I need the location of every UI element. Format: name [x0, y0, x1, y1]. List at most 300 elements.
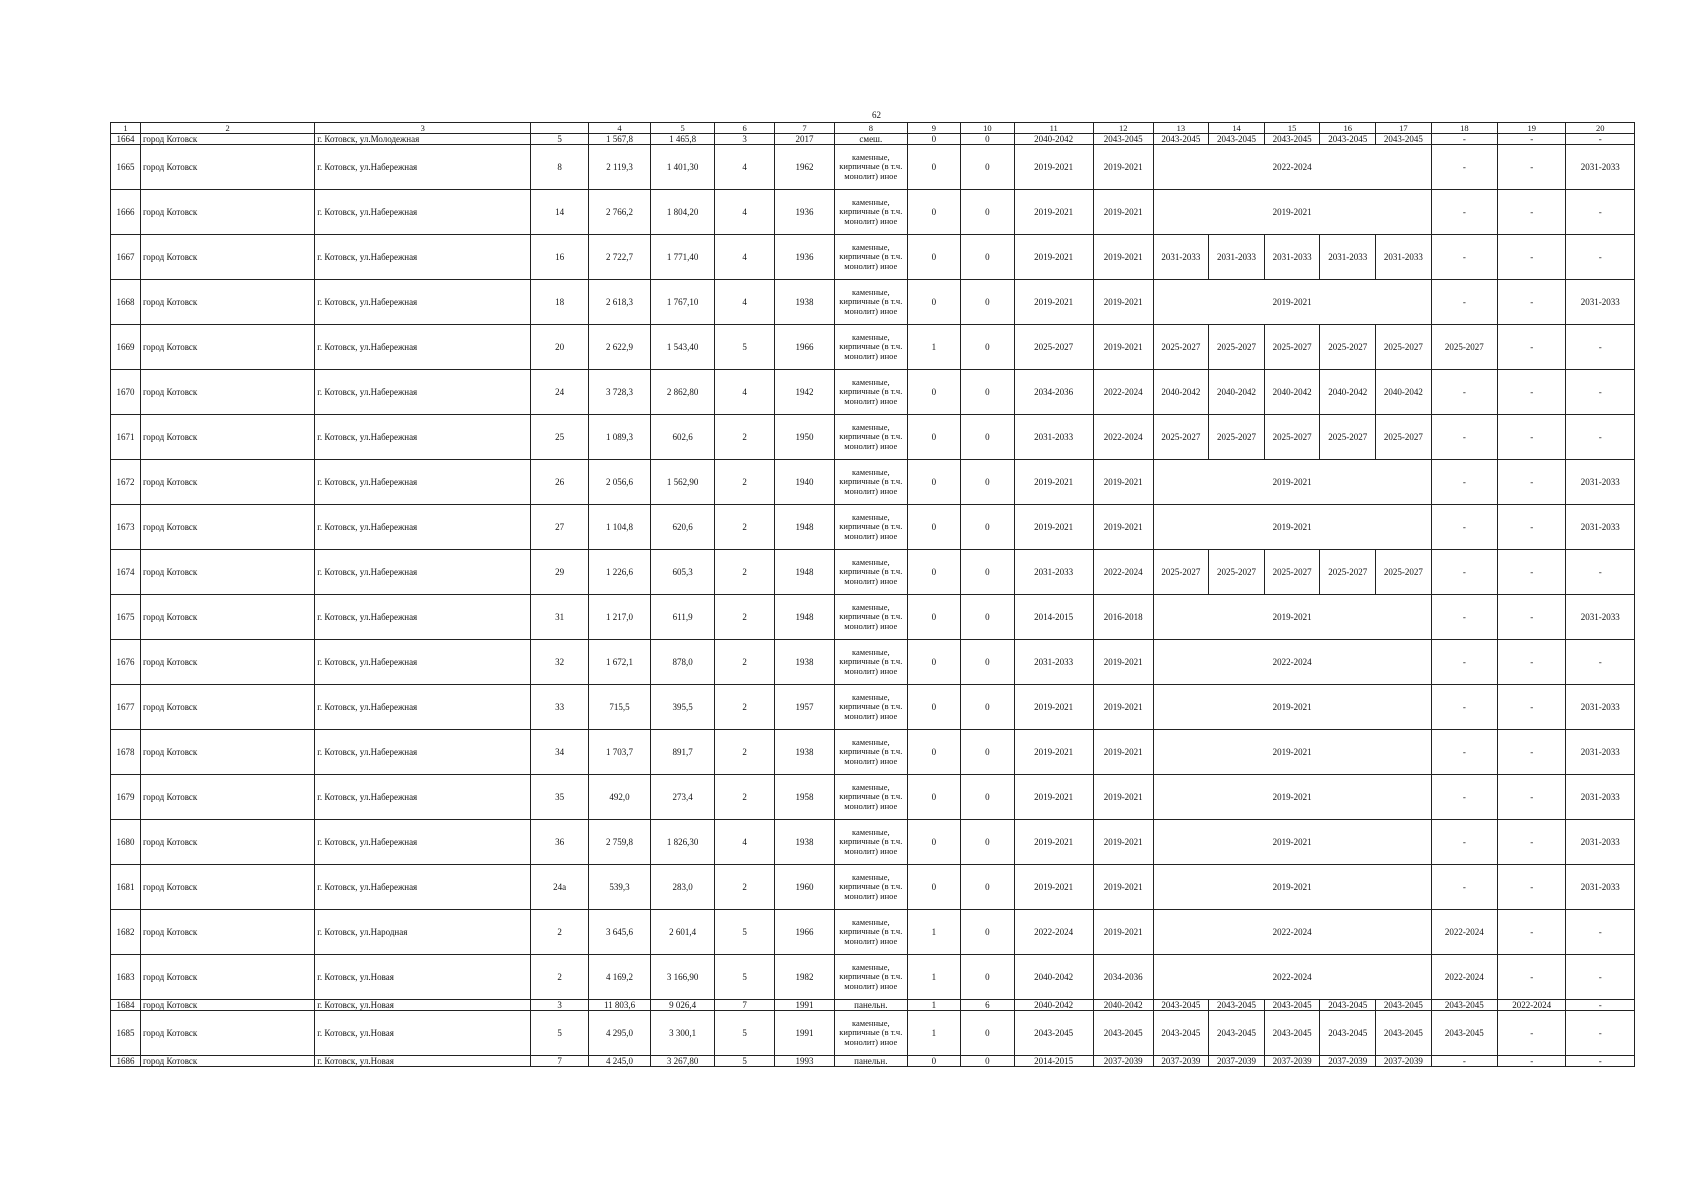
column-number: 5	[651, 123, 715, 134]
col-12-cell: 2019-2021	[1093, 190, 1153, 235]
col-11-cell: 2019-2021	[1014, 730, 1093, 775]
house-number-cell: 35	[531, 775, 589, 820]
year-built-cell: 2017	[775, 134, 835, 145]
table-row	[111, 640, 1635, 685]
col-20-cell: -	[1566, 1000, 1635, 1011]
col-9-cell: 0	[907, 415, 960, 460]
col-9-cell: 1	[907, 955, 960, 1000]
address-cell: г. Котовск, ул.Набережная	[315, 505, 531, 550]
year-built-cell: 1991	[775, 1011, 835, 1056]
table-row	[111, 325, 1635, 370]
column-number: 3	[315, 123, 531, 134]
house-number-cell: 3	[531, 1000, 589, 1011]
col-10-cell: 0	[961, 640, 1014, 685]
house-number-cell: 5	[531, 1011, 589, 1056]
wall-material-cell: каменные, кирпичные (в т.ч. монолит) иное	[834, 325, 907, 370]
total-area-cell: 1 104,8	[589, 505, 651, 550]
col-20-cell: 2031-2033	[1566, 280, 1635, 325]
col-20-cell: 2031-2033	[1566, 460, 1635, 505]
col-10-cell: 0	[961, 1011, 1014, 1056]
col-12-cell: 2019-2021	[1093, 910, 1153, 955]
col-12-cell: 2019-2021	[1093, 280, 1153, 325]
settlement-cell: город Котовск	[140, 730, 314, 775]
col-18-cell: -	[1431, 865, 1497, 910]
col-12-cell: 2022-2024	[1093, 415, 1153, 460]
work-period-cell-16: 2043-2045	[1320, 1000, 1376, 1011]
year-built-cell: 1940	[775, 460, 835, 505]
address-cell: г. Котовск, ул.Новая	[315, 1011, 531, 1056]
wall-material-cell: каменные, кирпичные (в т.ч. монолит) иное	[834, 460, 907, 505]
settlement-cell: город Котовск	[140, 460, 314, 505]
merged-period-cell: 2019-2021	[1153, 280, 1431, 325]
column-number: 9	[907, 123, 960, 134]
merged-period-cell: 2019-2021	[1153, 730, 1431, 775]
address-cell: г. Котовск, ул.Набережная	[315, 415, 531, 460]
row-number: 1680	[111, 820, 141, 865]
col-19-cell: -	[1497, 910, 1565, 955]
col-10-cell: 0	[961, 235, 1014, 280]
work-period-cell-14: 2040-2042	[1209, 370, 1265, 415]
wall-material-cell: каменные, кирпичные (в т.ч. монолит) иное	[834, 910, 907, 955]
living-area-cell: 1 465,8	[651, 134, 715, 145]
column-number: 6	[715, 123, 775, 134]
col-12-cell: 2019-2021	[1093, 685, 1153, 730]
living-area-cell: 1 771,40	[651, 235, 715, 280]
year-built-cell: 1958	[775, 775, 835, 820]
col-12-cell: 2019-2021	[1093, 145, 1153, 190]
col-11-cell: 2019-2021	[1014, 190, 1093, 235]
col-20-cell: 2031-2033	[1566, 505, 1635, 550]
floors-cell: 4	[715, 370, 775, 415]
work-period-cell-13: 2043-2045	[1153, 1000, 1209, 1011]
table-row	[111, 505, 1635, 550]
year-built-cell: 1950	[775, 415, 835, 460]
col-10-cell: 0	[961, 460, 1014, 505]
settlement-cell: город Котовск	[140, 190, 314, 235]
table-row	[111, 730, 1635, 775]
settlement-cell: город Котовск	[140, 595, 314, 640]
col-12-cell: 2016-2018	[1093, 595, 1153, 640]
col-9-cell: 0	[907, 820, 960, 865]
col-9-cell: 0	[907, 280, 960, 325]
row-number: 1678	[111, 730, 141, 775]
column-number: 10	[961, 123, 1014, 134]
house-number-cell: 32	[531, 640, 589, 685]
col-19-cell: 2022-2024	[1497, 1000, 1565, 1011]
house-number-cell: 5	[531, 134, 589, 145]
house-number-cell: 18	[531, 280, 589, 325]
wall-material-cell: каменные, кирпичные (в т.ч. монолит) иное	[834, 235, 907, 280]
col-11-cell: 2031-2033	[1014, 415, 1093, 460]
living-area-cell: 1 543,40	[651, 325, 715, 370]
floors-cell: 2	[715, 730, 775, 775]
floors-cell: 2	[715, 595, 775, 640]
house-number-cell: 24а	[531, 865, 589, 910]
address-cell: г. Котовск, ул.Набережная	[315, 235, 531, 280]
col-18-cell: -	[1431, 640, 1497, 685]
wall-material-cell: каменные, кирпичные (в т.ч. монолит) иное	[834, 685, 907, 730]
col-12-cell: 2022-2024	[1093, 550, 1153, 595]
wall-material-cell: каменные, кирпичные (в т.ч. монолит) иное	[834, 1011, 907, 1056]
total-area-cell: 2 056,6	[589, 460, 651, 505]
house-number-cell: 20	[531, 325, 589, 370]
living-area-cell: 9 026,4	[651, 1000, 715, 1011]
col-9-cell: 1	[907, 325, 960, 370]
floors-cell: 2	[715, 505, 775, 550]
living-area-cell: 395,5	[651, 685, 715, 730]
col-11-cell: 2019-2021	[1014, 775, 1093, 820]
col-9-cell: 0	[907, 685, 960, 730]
col-9-cell: 0	[907, 190, 960, 235]
col-11-cell: 2019-2021	[1014, 235, 1093, 280]
row-number: 1677	[111, 685, 141, 730]
row-number: 1664	[111, 134, 141, 145]
row-number: 1666	[111, 190, 141, 235]
col-18-cell: -	[1431, 775, 1497, 820]
floors-cell: 5	[715, 325, 775, 370]
address-cell: г. Котовск, ул.Набережная	[315, 145, 531, 190]
column-number	[531, 123, 589, 134]
work-period-cell-13: 2040-2042	[1153, 370, 1209, 415]
col-19-cell: -	[1497, 775, 1565, 820]
settlement-cell: город Котовск	[140, 1000, 314, 1011]
col-10-cell: 0	[961, 865, 1014, 910]
col-10-cell: 0	[961, 370, 1014, 415]
row-number: 1676	[111, 640, 141, 685]
total-area-cell: 1 703,7	[589, 730, 651, 775]
col-10-cell: 0	[961, 550, 1014, 595]
col-18-cell: 2022-2024	[1431, 955, 1497, 1000]
year-built-cell: 1948	[775, 550, 835, 595]
col-9-cell: 1	[907, 1000, 960, 1011]
col-18-cell: -	[1431, 145, 1497, 190]
column-number: 11	[1014, 123, 1093, 134]
work-period-cell-16: 2025-2027	[1320, 550, 1376, 595]
row-number: 1668	[111, 280, 141, 325]
col-19-cell: -	[1497, 145, 1565, 190]
work-period-cell-14: 2043-2045	[1209, 1000, 1265, 1011]
merged-period-cell: 2022-2024	[1153, 640, 1431, 685]
merged-period-cell: 2019-2021	[1153, 775, 1431, 820]
year-built-cell: 1938	[775, 730, 835, 775]
col-9-cell: 0	[907, 595, 960, 640]
col-10-cell: 0	[961, 730, 1014, 775]
address-cell: г. Котовск, ул.Набережная	[315, 460, 531, 505]
row-number: 1667	[111, 235, 141, 280]
settlement-cell: город Котовск	[140, 505, 314, 550]
living-area-cell: 283,0	[651, 865, 715, 910]
table-row	[111, 460, 1635, 505]
col-11-cell: 2019-2021	[1014, 685, 1093, 730]
living-area-cell: 891,7	[651, 730, 715, 775]
table-row	[111, 820, 1635, 865]
total-area-cell: 2 618,3	[589, 280, 651, 325]
col-19-cell: -	[1497, 325, 1565, 370]
col-18-cell: -	[1431, 685, 1497, 730]
col-11-cell: 2022-2024	[1014, 910, 1093, 955]
settlement-cell: город Котовск	[140, 820, 314, 865]
col-18-cell: -	[1431, 550, 1497, 595]
table-row	[111, 865, 1635, 910]
address-cell: г. Котовск, ул.Набережная	[315, 325, 531, 370]
col-12-cell: 2019-2021	[1093, 640, 1153, 685]
total-area-cell: 4 169,2	[589, 955, 651, 1000]
year-built-cell: 1962	[775, 145, 835, 190]
col-19-cell: -	[1497, 415, 1565, 460]
address-cell: г. Котовск, ул.Молодежная	[315, 134, 531, 145]
col-11-cell: 2019-2021	[1014, 820, 1093, 865]
living-area-cell: 1 804,20	[651, 190, 715, 235]
col-10-cell: 0	[961, 415, 1014, 460]
address-cell: г. Котовск, ул.Набережная	[315, 280, 531, 325]
col-12-cell: 2043-2045	[1093, 134, 1153, 145]
year-built-cell: 1936	[775, 190, 835, 235]
living-area-cell: 3 300,1	[651, 1011, 715, 1056]
work-period-cell-14: 2025-2027	[1209, 550, 1265, 595]
col-11-cell: 2040-2042	[1014, 1000, 1093, 1011]
col-19-cell: -	[1497, 730, 1565, 775]
col-11-cell: 2019-2021	[1014, 145, 1093, 190]
merged-period-cell: 2022-2024	[1153, 910, 1431, 955]
col-10-cell: 0	[961, 134, 1014, 145]
work-period-cell-16: 2025-2027	[1320, 415, 1376, 460]
col-18-cell: -	[1431, 235, 1497, 280]
column-number: 17	[1376, 123, 1432, 134]
year-built-cell: 1966	[775, 910, 835, 955]
col-20-cell: 2031-2033	[1566, 595, 1635, 640]
address-cell: г. Котовск, ул.Набережная	[315, 370, 531, 415]
col-12-cell: 2040-2042	[1093, 1000, 1153, 1011]
table-row	[111, 1011, 1635, 1056]
total-area-cell: 1 672,1	[589, 640, 651, 685]
address-cell: г. Котовск, ул.Набережная	[315, 865, 531, 910]
year-built-cell: 1948	[775, 595, 835, 640]
column-number: 18	[1431, 123, 1497, 134]
house-number-cell: 25	[531, 415, 589, 460]
merged-period-cell: 2022-2024	[1153, 145, 1431, 190]
col-19-cell: -	[1497, 505, 1565, 550]
address-cell: г. Котовск, ул.Набережная	[315, 775, 531, 820]
year-built-cell: 1948	[775, 505, 835, 550]
col-18-cell: -	[1431, 134, 1497, 145]
row-number: 1685	[111, 1011, 141, 1056]
col-10-cell: 0	[961, 820, 1014, 865]
wall-material-cell: панельн.	[834, 1056, 907, 1067]
col-10-cell: 0	[961, 955, 1014, 1000]
column-number: 15	[1264, 123, 1320, 134]
wall-material-cell: смеш.	[834, 134, 907, 145]
floors-cell: 4	[715, 145, 775, 190]
table-row	[111, 550, 1635, 595]
merged-period-cell: 2022-2024	[1153, 955, 1431, 1000]
col-19-cell: -	[1497, 865, 1565, 910]
column-number: 16	[1320, 123, 1376, 134]
col-12-cell: 2019-2021	[1093, 865, 1153, 910]
row-number: 1684	[111, 1000, 141, 1011]
work-period-cell-16: 2031-2033	[1320, 235, 1376, 280]
table-row	[111, 1000, 1635, 1011]
work-period-cell-14: 2043-2045	[1209, 134, 1265, 145]
work-period-cell-15: 2025-2027	[1264, 325, 1320, 370]
col-10-cell: 0	[961, 190, 1014, 235]
col-18-cell: 2025-2027	[1431, 325, 1497, 370]
col-12-cell: 2022-2024	[1093, 370, 1153, 415]
row-number: 1671	[111, 415, 141, 460]
work-period-cell-14: 2037-2039	[1209, 1056, 1265, 1067]
col-10-cell: 0	[961, 145, 1014, 190]
col-20-cell: 2031-2033	[1566, 820, 1635, 865]
house-number-cell: 34	[531, 730, 589, 775]
merged-period-cell: 2019-2021	[1153, 190, 1431, 235]
year-built-cell: 1936	[775, 235, 835, 280]
column-number: 7	[775, 123, 835, 134]
col-19-cell: -	[1497, 280, 1565, 325]
col-18-cell: -	[1431, 415, 1497, 460]
work-period-cell-17: 2043-2045	[1376, 1000, 1432, 1011]
floors-cell: 4	[715, 280, 775, 325]
col-9-cell: 0	[907, 550, 960, 595]
living-area-cell: 1 401,30	[651, 145, 715, 190]
work-period-cell-15: 2031-2033	[1264, 235, 1320, 280]
wall-material-cell: каменные, кирпичные (в т.ч. монолит) иное	[834, 280, 907, 325]
column-number: 20	[1566, 123, 1635, 134]
floors-cell: 2	[715, 550, 775, 595]
table-row	[111, 415, 1635, 460]
col-20-cell: 2031-2033	[1566, 730, 1635, 775]
work-period-cell-14: 2043-2045	[1209, 1011, 1265, 1056]
merged-period-cell: 2019-2021	[1153, 685, 1431, 730]
col-20-cell: -	[1566, 1011, 1635, 1056]
living-area-cell: 3 267,80	[651, 1056, 715, 1067]
year-built-cell: 1957	[775, 685, 835, 730]
total-area-cell: 2 766,2	[589, 190, 651, 235]
col-11-cell: 2025-2027	[1014, 325, 1093, 370]
house-number-cell: 31	[531, 595, 589, 640]
housing-registry-table	[110, 122, 1635, 1067]
col-20-cell: -	[1566, 550, 1635, 595]
work-period-cell-16: 2037-2039	[1320, 1056, 1376, 1067]
work-period-cell-16: 2043-2045	[1320, 134, 1376, 145]
address-cell: г. Котовск, ул.Народная	[315, 910, 531, 955]
col-20-cell: -	[1566, 235, 1635, 280]
col-9-cell: 0	[907, 640, 960, 685]
work-period-cell-15: 2043-2045	[1264, 1000, 1320, 1011]
work-period-cell-17: 2043-2045	[1376, 134, 1432, 145]
col-11-cell: 2031-2033	[1014, 550, 1093, 595]
living-area-cell: 620,6	[651, 505, 715, 550]
work-period-cell-17: 2031-2033	[1376, 235, 1432, 280]
col-20-cell: -	[1566, 370, 1635, 415]
col-12-cell: 2019-2021	[1093, 820, 1153, 865]
col-9-cell: 0	[907, 775, 960, 820]
wall-material-cell: каменные, кирпичные (в т.ч. монолит) иное	[834, 730, 907, 775]
col-20-cell: 2031-2033	[1566, 685, 1635, 730]
year-built-cell: 1991	[775, 1000, 835, 1011]
merged-period-cell: 2019-2021	[1153, 865, 1431, 910]
living-area-cell: 2 601,4	[651, 910, 715, 955]
work-period-cell-15: 2043-2045	[1264, 1011, 1320, 1056]
floors-cell: 2	[715, 685, 775, 730]
work-period-cell-16: 2025-2027	[1320, 325, 1376, 370]
table-row	[111, 370, 1635, 415]
col-9-cell: 0	[907, 865, 960, 910]
work-period-cell-13: 2025-2027	[1153, 415, 1209, 460]
col-11-cell: 2034-2036	[1014, 370, 1093, 415]
living-area-cell: 878,0	[651, 640, 715, 685]
col-10-cell: 6	[961, 1000, 1014, 1011]
settlement-cell: город Котовск	[140, 640, 314, 685]
work-period-cell-14: 2031-2033	[1209, 235, 1265, 280]
living-area-cell: 611,9	[651, 595, 715, 640]
total-area-cell: 1 226,6	[589, 550, 651, 595]
total-area-cell: 1 089,3	[589, 415, 651, 460]
row-number: 1674	[111, 550, 141, 595]
col-12-cell: 2019-2021	[1093, 730, 1153, 775]
settlement-cell: город Котовск	[140, 370, 314, 415]
col-18-cell: -	[1431, 505, 1497, 550]
col-10-cell: 0	[961, 325, 1014, 370]
total-area-cell: 2 722,7	[589, 235, 651, 280]
row-number: 1675	[111, 595, 141, 640]
settlement-cell: город Котовск	[140, 955, 314, 1000]
table-row	[111, 280, 1635, 325]
table-row	[111, 775, 1635, 820]
column-number: 1	[111, 123, 141, 134]
table-body	[111, 123, 1635, 1067]
floors-cell: 4	[715, 190, 775, 235]
settlement-cell: город Котовск	[140, 910, 314, 955]
col-9-cell: 0	[907, 370, 960, 415]
wall-material-cell: панельн.	[834, 1000, 907, 1011]
col-19-cell: -	[1497, 820, 1565, 865]
work-period-cell-17: 2043-2045	[1376, 1011, 1432, 1056]
col-19-cell: -	[1497, 370, 1565, 415]
col-10-cell: 0	[961, 775, 1014, 820]
col-12-cell: 2043-2045	[1093, 1011, 1153, 1056]
settlement-cell: город Котовск	[140, 775, 314, 820]
work-period-cell-15: 2025-2027	[1264, 550, 1320, 595]
settlement-cell: город Котовск	[140, 145, 314, 190]
wall-material-cell: каменные, кирпичные (в т.ч. монолит) иное	[834, 865, 907, 910]
house-number-cell: 16	[531, 235, 589, 280]
row-number: 1669	[111, 325, 141, 370]
col-20-cell: 2031-2033	[1566, 775, 1635, 820]
work-period-cell-15: 2037-2039	[1264, 1056, 1320, 1067]
col-19-cell: -	[1497, 1056, 1565, 1067]
col-18-cell: 2043-2045	[1431, 1000, 1497, 1011]
address-cell: г. Котовск, ул.Набережная	[315, 190, 531, 235]
floors-cell: 2	[715, 775, 775, 820]
living-area-cell: 1 767,10	[651, 280, 715, 325]
column-number: 4	[589, 123, 651, 134]
wall-material-cell: каменные, кирпичные (в т.ч. монолит) иное	[834, 775, 907, 820]
work-period-cell-17: 2025-2027	[1376, 550, 1432, 595]
total-area-cell: 1 567,8	[589, 134, 651, 145]
work-period-cell-16: 2040-2042	[1320, 370, 1376, 415]
house-number-cell: 2	[531, 910, 589, 955]
column-number: 2	[140, 123, 314, 134]
floors-cell: 7	[715, 1000, 775, 1011]
living-area-cell: 602,6	[651, 415, 715, 460]
col-18-cell: -	[1431, 370, 1497, 415]
settlement-cell: город Котовск	[140, 134, 314, 145]
wall-material-cell: каменные, кирпичные (в т.ч. монолит) иное	[834, 145, 907, 190]
col-20-cell: -	[1566, 1056, 1635, 1067]
house-number-cell: 36	[531, 820, 589, 865]
work-period-cell-13: 2037-2039	[1153, 1056, 1209, 1067]
col-20-cell: -	[1566, 910, 1635, 955]
floors-cell: 3	[715, 134, 775, 145]
